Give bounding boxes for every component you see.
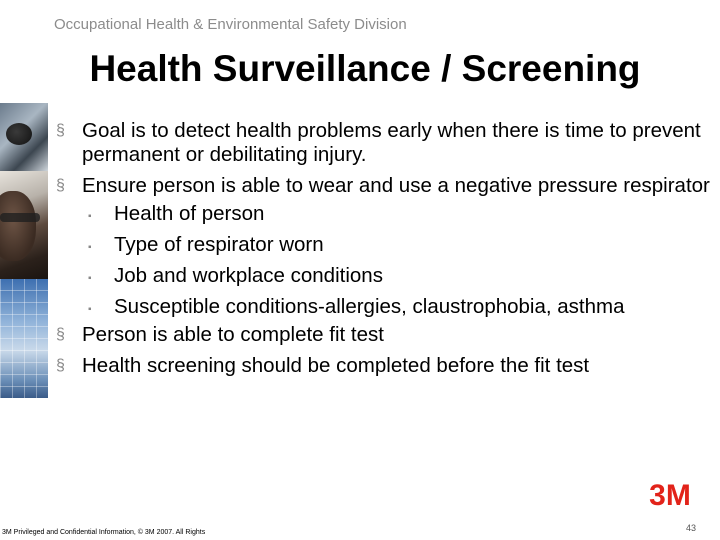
confidential-notice: 3M Privileged and Confidential Information, © 3M 2007. All Rights — [2, 529, 206, 536]
sub-bullet-text: Susceptible conditions-allergies, claustrophobia, asthma — [114, 295, 625, 318]
bullet-item — [56, 354, 716, 378]
bullet-text: Health screening should be completed before the fit test — [82, 354, 590, 377]
3m-logo-icon — [642, 478, 698, 510]
bullet-icon: § — [56, 177, 65, 194]
photo-ear-protection — [0, 103, 48, 171]
decorative-photo-strip — [0, 103, 48, 398]
bullet-icon: § — [56, 326, 65, 343]
logo-text: 3M — [649, 479, 691, 510]
division-heading: Occupational Health & Environmental Safety Division — [54, 16, 407, 33]
bullet-text: Goal is to detect health problems early when there is time to prevent permanent or debilitating injury. — [82, 119, 701, 166]
sub-bullet-icon: ▪ — [88, 273, 92, 284]
slide-title: Health Surveillance / Screening — [89, 48, 641, 89]
bullet-item — [56, 119, 716, 167]
sub-bullet-icon: ▪ — [88, 242, 92, 253]
photo-building — [0, 279, 48, 398]
bullet-item — [56, 323, 716, 347]
bullet-icon: § — [56, 357, 65, 374]
sub-bullet-item — [56, 233, 716, 257]
sub-bullet-text: Health of person — [114, 202, 265, 225]
bullet-text: Person is able to complete fit test — [82, 323, 384, 346]
bullet-text: Ensure person is able to wear and use a negative pressure respirator — [82, 174, 710, 197]
bullet-list — [56, 119, 716, 385]
sub-bullet-text: Job and workplace conditions — [114, 264, 383, 287]
page-number: 43 — [685, 523, 696, 533]
bullet-icon: § — [56, 122, 65, 139]
sub-bullet-icon: ▪ — [88, 211, 92, 222]
bullet-item — [56, 174, 716, 198]
sub-bullet-item — [56, 202, 716, 226]
sub-bullet-icon: ▪ — [88, 304, 92, 315]
sub-bullet-text: Type of respirator worn — [114, 233, 324, 256]
photo-worker-face — [0, 171, 48, 279]
sub-bullet-item — [56, 295, 716, 319]
sub-bullet-item — [56, 264, 716, 288]
